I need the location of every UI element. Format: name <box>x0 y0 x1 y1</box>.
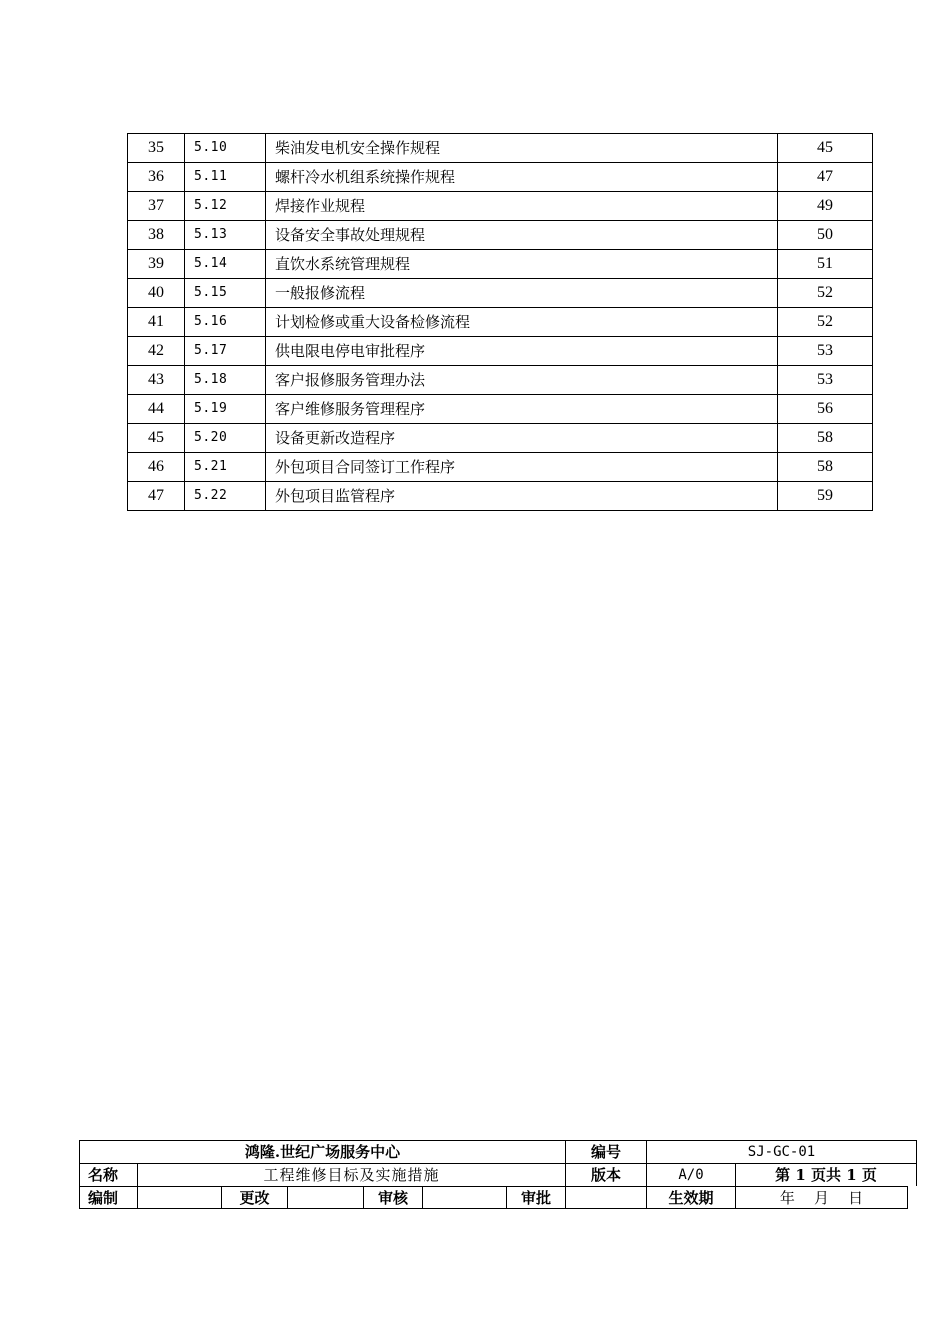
toc-row <box>128 337 873 366</box>
toc-page-number: 53 <box>778 366 873 395</box>
toc-section-number: 5.12 <box>185 192 266 221</box>
toc-section-number: 5.17 <box>185 337 266 366</box>
toc-section-number: 5.11 <box>185 163 266 192</box>
toc-item-number: 44 <box>128 395 185 424</box>
toc-section-number: 5.13 <box>185 221 266 250</box>
toc-section-number: 5.10 <box>185 134 266 163</box>
toc-page-number: 49 <box>778 192 873 221</box>
version-label: 版本 <box>565 1163 646 1186</box>
reviewed-label: 审核 <box>363 1186 422 1209</box>
toc-item-title: 设备更新改造程序 <box>266 424 778 453</box>
toc-row <box>128 250 873 279</box>
toc-row <box>128 134 873 163</box>
toc-item-number: 39 <box>128 250 185 279</box>
approved-label: 审批 <box>506 1186 565 1209</box>
toc-section-number: 5.19 <box>185 395 266 424</box>
toc-page-number: 45 <box>778 134 873 163</box>
toc-page-number: 51 <box>778 250 873 279</box>
toc-page-number: 59 <box>778 482 873 511</box>
document-footer-form <box>79 1140 917 1209</box>
toc-item-number: 47 <box>128 482 185 511</box>
toc-item-title: 外包项目合同签订工作程序 <box>266 453 778 482</box>
toc-row <box>128 424 873 453</box>
toc-section-number: 5.20 <box>185 424 266 453</box>
toc-item-title: 柴油发电机安全操作规程 <box>266 134 778 163</box>
toc-item-title: 客户报修服务管理办法 <box>266 366 778 395</box>
toc-page-number: 52 <box>778 279 873 308</box>
code-value: SJ-GC-01 <box>646 1140 917 1163</box>
toc-row <box>128 366 873 395</box>
toc-page-number: 58 <box>778 453 873 482</box>
toc-section-number: 5.14 <box>185 250 266 279</box>
toc-item-title: 直饮水系统管理规程 <box>266 250 778 279</box>
toc-row <box>128 482 873 511</box>
toc-item-number: 36 <box>128 163 185 192</box>
toc-row <box>128 395 873 424</box>
toc-row <box>128 279 873 308</box>
effective-value: 年 月 日 <box>735 1186 908 1209</box>
toc-row <box>128 453 873 482</box>
toc-page-number: 53 <box>778 337 873 366</box>
org-name: 鸿隆.世纪广场服务中心 <box>79 1140 565 1163</box>
toc-item-number: 45 <box>128 424 185 453</box>
toc-page-number: 58 <box>778 424 873 453</box>
toc-item-number: 38 <box>128 221 185 250</box>
prepared-value <box>137 1186 221 1209</box>
toc-item-number: 37 <box>128 192 185 221</box>
toc-page-number: 56 <box>778 395 873 424</box>
toc-item-number: 43 <box>128 366 185 395</box>
toc-table <box>127 133 873 511</box>
toc-item-number: 41 <box>128 308 185 337</box>
toc-section-number: 5.22 <box>185 482 266 511</box>
prepared-label: 编制 <box>79 1186 137 1209</box>
effective-label: 生效期 <box>646 1186 735 1209</box>
toc-item-title: 设备安全事故处理规程 <box>266 221 778 250</box>
toc-body <box>128 134 873 511</box>
page-info: 第 1 页共 1 页 <box>735 1163 917 1186</box>
toc-section-number: 5.21 <box>185 453 266 482</box>
toc-item-number: 35 <box>128 134 185 163</box>
toc-section-number: 5.16 <box>185 308 266 337</box>
toc-item-number: 46 <box>128 453 185 482</box>
toc-page-number: 52 <box>778 308 873 337</box>
toc-item-title: 外包项目监管程序 <box>266 482 778 511</box>
toc-item-title: 客户维修服务管理程序 <box>266 395 778 424</box>
toc-item-title: 一般报修流程 <box>266 279 778 308</box>
toc-section-number: 5.18 <box>185 366 266 395</box>
changed-value <box>287 1186 363 1209</box>
toc-row <box>128 221 873 250</box>
reviewed-value <box>422 1186 506 1209</box>
toc-row <box>128 163 873 192</box>
version-value: A/0 <box>646 1163 735 1186</box>
toc-section-number: 5.15 <box>185 279 266 308</box>
toc-item-number: 42 <box>128 337 185 366</box>
changed-label: 更改 <box>221 1186 287 1209</box>
code-label: 编号 <box>565 1140 646 1163</box>
toc-page-number: 47 <box>778 163 873 192</box>
toc-item-title: 焊接作业规程 <box>266 192 778 221</box>
toc-item-number: 40 <box>128 279 185 308</box>
toc-row <box>128 192 873 221</box>
toc-row <box>128 308 873 337</box>
approved-value <box>565 1186 646 1209</box>
toc-page-number: 50 <box>778 221 873 250</box>
name-label: 名称 <box>79 1163 137 1186</box>
name-value: 工程维修目标及实施措施 <box>137 1163 565 1186</box>
toc-item-title: 计划检修或重大设备检修流程 <box>266 308 778 337</box>
toc-item-title: 螺杆冷水机组系统操作规程 <box>266 163 778 192</box>
toc-item-title: 供电限电停电审批程序 <box>266 337 778 366</box>
